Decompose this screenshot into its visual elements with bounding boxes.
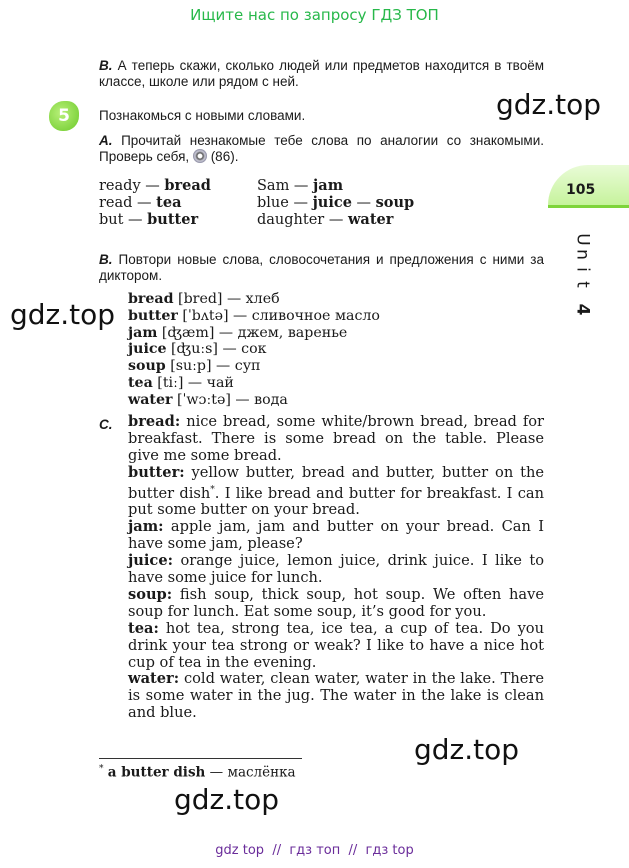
section-b-text: А теперь скажи, сколько людей или предметов находится в твоём классе, школе или рядом с ней. xyxy=(99,58,544,89)
watermark-top-right: gdz.top xyxy=(496,88,602,121)
section-b-tag: B. xyxy=(99,58,113,73)
part-a-instruction xyxy=(99,133,544,165)
analogy-item: but — butter xyxy=(99,211,199,228)
part-a-track: (86). xyxy=(210,149,239,164)
footnote-mark: * xyxy=(99,764,104,774)
c-item: butter: yellow butter, bread and butter, butter on the butter dish*. I like bread and butter for breakfast. I can put some butter on your bread. xyxy=(128,463,544,519)
part-b-instruction xyxy=(99,252,544,284)
c-item: water: cold water, clean water, water in the lake. There is some water in the jug. The water in the lake is clean and blue. xyxy=(128,670,544,722)
unit-number: 4 xyxy=(572,303,593,316)
footnote-divider xyxy=(99,758,302,759)
page-number: 105 xyxy=(566,182,596,198)
unit-label-vertical: U n i t 4 xyxy=(572,232,592,317)
section-b-previous xyxy=(99,58,544,90)
part-b-text: Повтори новые слова, словосочетания и предложения с ними за диктором. xyxy=(99,252,544,283)
footnote xyxy=(99,764,296,781)
part-c-tag: C. xyxy=(99,417,113,432)
part-a-tag: A. xyxy=(99,133,113,148)
c-item: juice: orange juice, lemon juice, drink juice. I like to have some juice for lunch. xyxy=(128,552,544,587)
analogy-item: ready — bread xyxy=(99,177,211,194)
analogy-item: daughter — water xyxy=(257,211,394,228)
new-word-item: tea [tiː] — чай xyxy=(128,374,234,391)
part-c-text xyxy=(128,414,544,722)
top-banner: Ищите нас по запросу ГДЗ ТОП xyxy=(190,6,439,24)
c-item: tea: hot tea, strong tea, ice tea, a cup of tea. Do you drink your tea strong or weak? I like to have a nice hot cup of tea in the evening. xyxy=(128,619,544,671)
new-word-item: juice [ʤuːs] — сок xyxy=(128,341,267,358)
watermark-bottom-right: gdz.top xyxy=(414,733,520,766)
watermark-bottom: gdz.top xyxy=(174,783,280,816)
footnote-term: a butter dish xyxy=(107,764,206,781)
c-item: bread: nice bread, some white/brown bread, bread for breakfast. There is some bread on the table. Please give me some bread. xyxy=(128,413,544,464)
new-words-list xyxy=(128,291,380,409)
new-word-item: water [ˈwɔːtə] — вода xyxy=(128,391,288,408)
watermark-left: gdz.top xyxy=(10,298,116,331)
exercise-number-badge: 5 xyxy=(49,101,79,131)
part-a-text: Прочитай незнакомые тебе слова по аналогии со знакомыми. Проверь себя, xyxy=(99,133,544,164)
c-item: jam: apple jam, jam and butter on your bread. Can I have some jam, please? xyxy=(128,518,544,553)
new-word-item: bread [bred] — хлеб xyxy=(128,291,280,307)
new-word-item: jam [ʤæm] — джем, варенье xyxy=(128,324,348,341)
c-item: soup: fish soup, thick soup, hot soup. We often have soup for lunch. Eat some soup, it’s good for you. xyxy=(128,585,544,620)
page-number-underline xyxy=(548,205,629,208)
footer-links: gdz top // гдз топ // гдз top xyxy=(215,843,414,858)
analogy-item: read — tea xyxy=(99,194,182,211)
exercise-title: Познакомься с новыми словами. xyxy=(99,108,306,123)
analogy-item: Sam — jam xyxy=(257,177,344,194)
audio-disc-icon[interactable] xyxy=(193,149,207,163)
new-word-item: soup [suːp] — суп xyxy=(128,358,261,375)
new-word-item: butter [ˈbʌtə] — сливочное масло xyxy=(128,307,380,324)
analogy-item: blue — juice — soup xyxy=(257,194,415,211)
footnote-definition: — маслёнка xyxy=(205,764,296,781)
part-b-tag: B. xyxy=(99,252,113,267)
